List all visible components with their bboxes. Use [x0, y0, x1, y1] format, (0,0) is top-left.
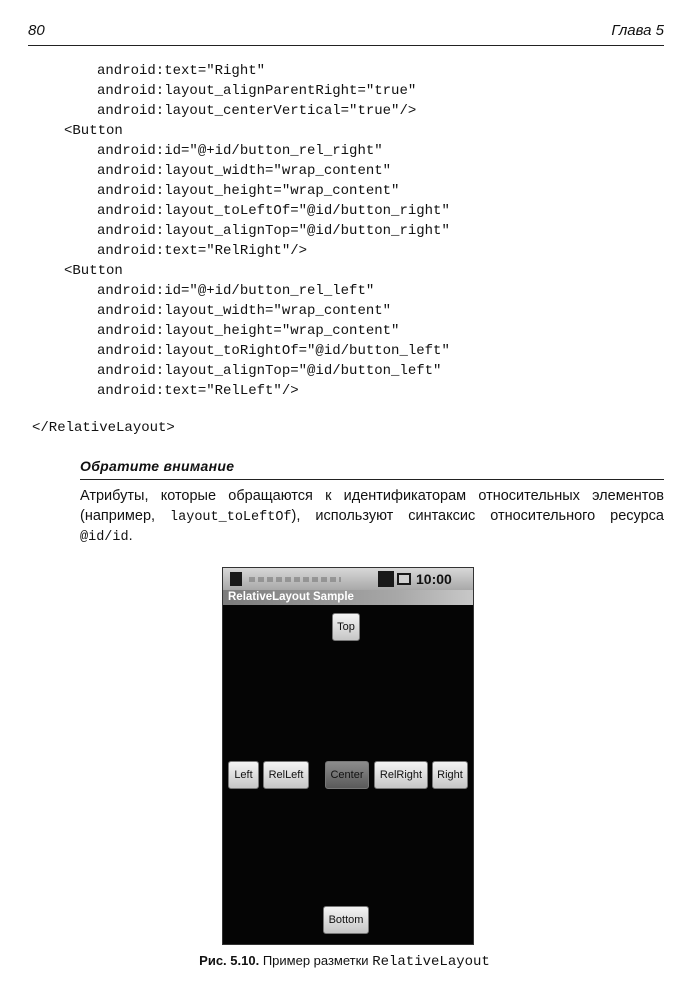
rel-right-button[interactable]: RelRight — [374, 761, 428, 789]
page-header — [28, 22, 664, 44]
code-line: android:layout_alignParentRight="true" — [97, 83, 417, 99]
header-rule — [28, 45, 664, 46]
app-title: RelativeLayout Sample — [228, 591, 354, 603]
bottom-button[interactable]: Bottom — [323, 906, 369, 934]
code-line: android:layout_toLeftOf="@id/button_right" — [97, 203, 450, 219]
code-line: android:layout_centerVertical="true"/> — [97, 103, 417, 119]
inline-code: layout_toLeftOf — [170, 510, 292, 525]
code-line: <Button — [64, 123, 123, 139]
phone-screenshot — [222, 567, 474, 945]
code-line: android:layout_height="wrap_content" — [97, 323, 400, 339]
note-line: Атрибуты, которые обращаются к идентификаторам относительных элементов — [80, 488, 664, 504]
code-line: android:layout_toRightOf="@id/button_left" — [97, 343, 450, 359]
sd-card-icon — [230, 572, 242, 586]
caption-label: Рис. 5.10. — [199, 953, 260, 968]
code-line: android:id="@+id/button_rel_left" — [97, 283, 375, 299]
signal-icon — [378, 571, 394, 587]
code-line: android:id="@+id/button_rel_right" — [97, 143, 383, 159]
code-line: android:layout_height="wrap_content" — [97, 183, 400, 199]
note-title: Обратите внимание — [80, 458, 235, 474]
rel-left-button[interactable]: RelLeft — [263, 761, 309, 789]
caption-code: RelativeLayout — [372, 954, 490, 970]
code-line: <Button — [64, 263, 123, 279]
chapter-title: Глава 5 — [611, 22, 664, 39]
top-button[interactable]: Top — [332, 613, 360, 641]
code-line: </RelativeLayout> — [32, 420, 175, 436]
note-line: @id/id. — [80, 528, 133, 545]
figure-caption — [0, 953, 689, 970]
code-line: android:layout_alignTop="@id/button_left" — [97, 363, 442, 379]
inline-code: @id/id — [80, 530, 129, 545]
code-line: android:text="Right" — [97, 63, 266, 79]
notification-text — [249, 577, 341, 582]
status-bar — [223, 568, 473, 590]
code-line: android:layout_alignTop="@id/button_right" — [97, 223, 450, 239]
code-line: android:layout_width="wrap_content" — [97, 303, 392, 319]
app-titlebar — [223, 590, 473, 605]
right-button[interactable]: Right — [432, 761, 468, 789]
status-clock: 10:00 — [416, 571, 452, 587]
code-line: android:text="RelLeft"/> — [97, 383, 299, 399]
caption-text: Пример разметки — [262, 953, 369, 968]
code-line: android:text="RelRight"/> — [97, 243, 308, 259]
left-button[interactable]: Left — [228, 761, 259, 789]
note-rule — [80, 479, 664, 480]
center-button[interactable]: Center — [325, 761, 369, 789]
battery-icon — [397, 573, 411, 585]
note-body — [80, 486, 664, 546]
note-line: (например, layout_toLeftOf), используют синтаксис относительного ресурса — [80, 508, 664, 525]
code-line: android:layout_width="wrap_content" — [97, 163, 392, 179]
page-number: 80 — [28, 22, 45, 39]
